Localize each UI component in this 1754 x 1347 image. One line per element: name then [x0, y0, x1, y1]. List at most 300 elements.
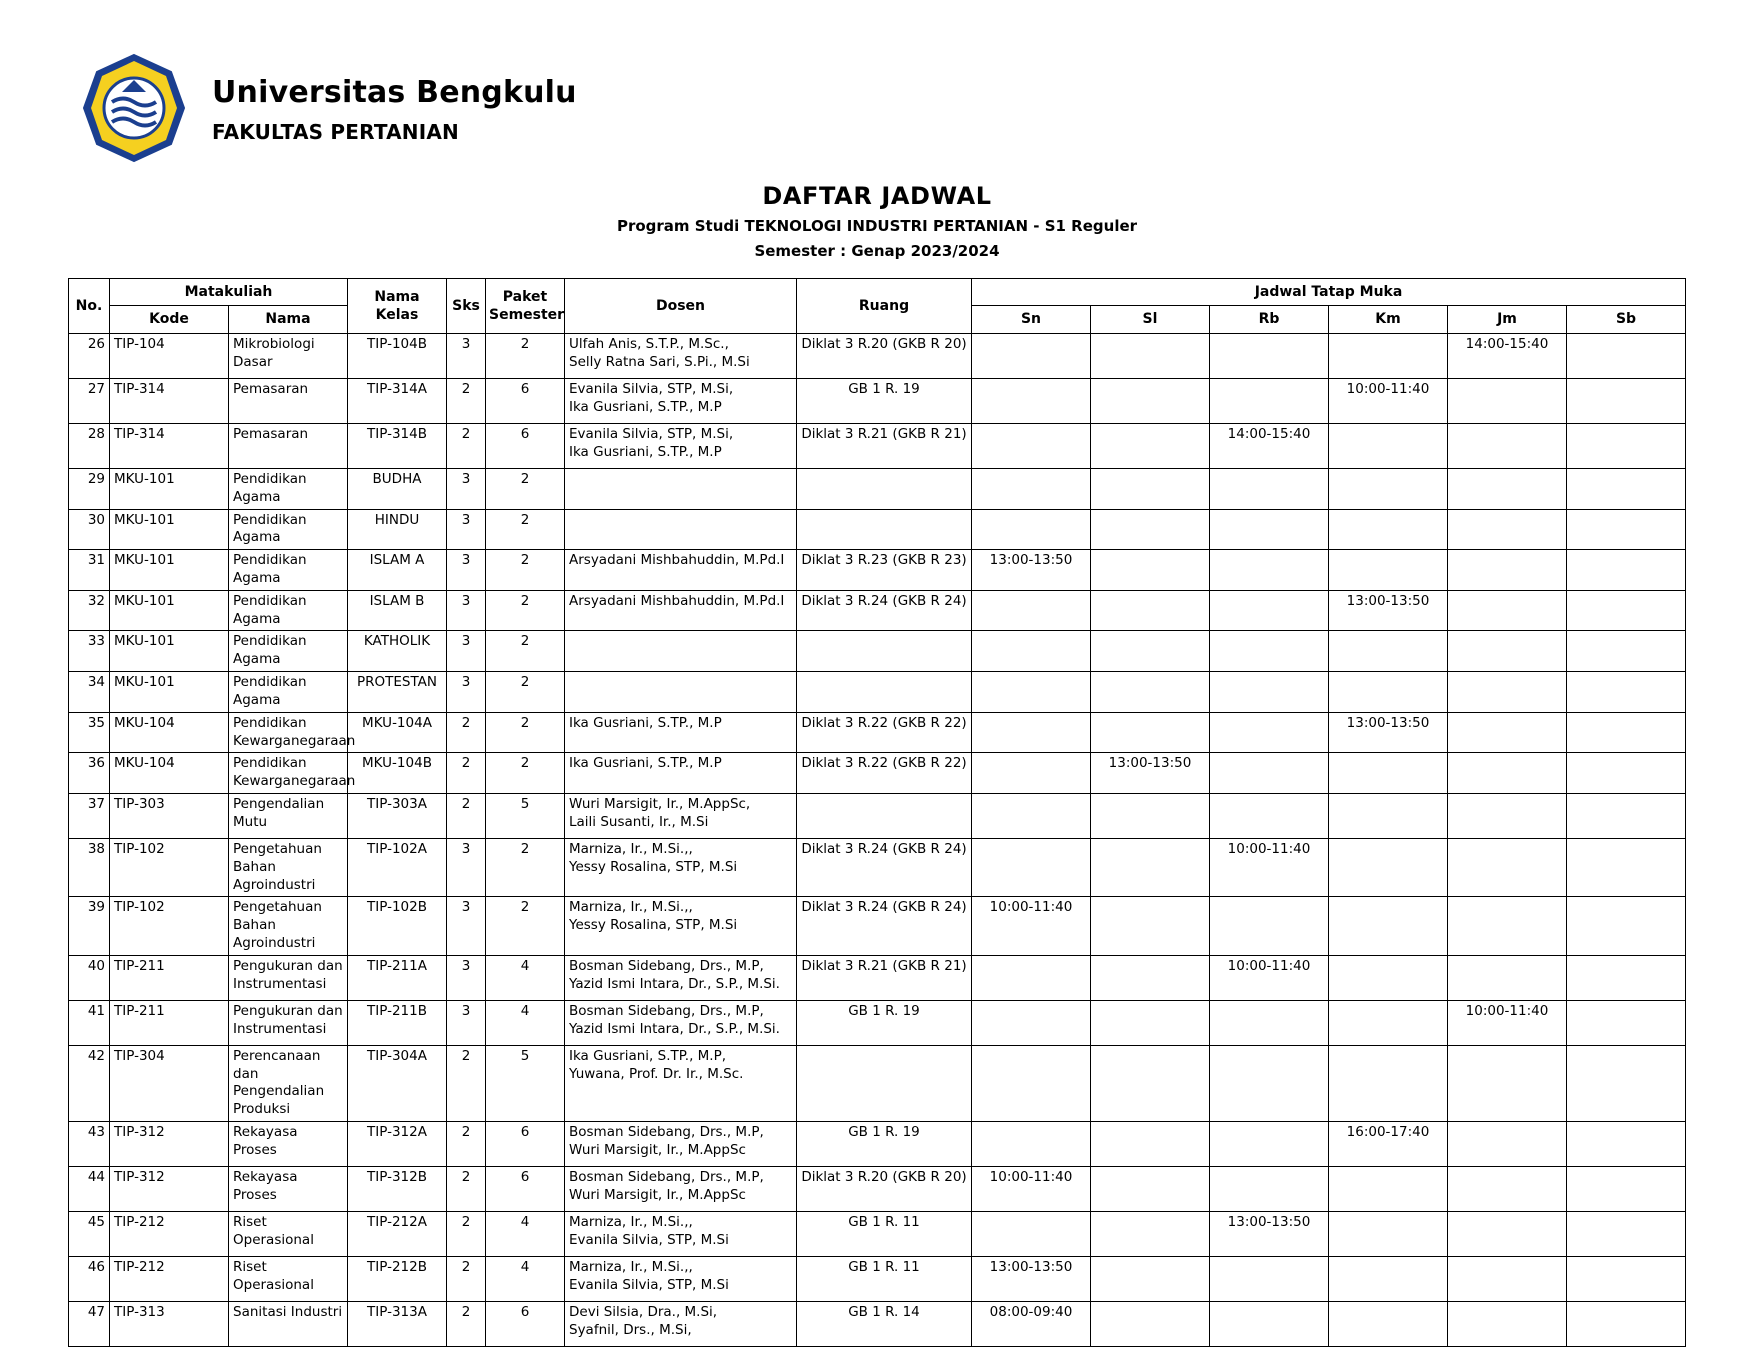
cell-day-jm	[1448, 1302, 1567, 1347]
cell-day-jm	[1448, 838, 1567, 896]
cell-no: 27	[69, 378, 110, 423]
dosen-line: Wuri Marsigit, Ir., M.AppSc	[569, 1186, 746, 1203]
cell-nama-kelas: MKU-104A	[348, 712, 447, 753]
cell-no: 47	[69, 1302, 110, 1347]
cell-day-sn	[972, 590, 1091, 631]
cell-paket-semester: 6	[486, 423, 565, 468]
cell-nama-matakuliah: Rekayasa Proses	[229, 1167, 348, 1212]
cell-day-sl	[1091, 333, 1210, 378]
cell-nama-matakuliah: Riset Operasional	[229, 1212, 348, 1257]
table-row	[69, 378, 1686, 423]
cell-sks: 3	[447, 333, 486, 378]
cell-kode: TIP-102	[110, 838, 229, 896]
cell-nama-kelas: TIP-314B	[348, 423, 447, 468]
header-nama-kelas-line2: Kelas	[375, 306, 419, 323]
cell-nama-kelas: TIP-312A	[348, 1122, 447, 1167]
cell-nama-matakuliah: Perencanaan dan Pengendalian Produksi	[229, 1045, 348, 1121]
cell-day-sn	[972, 838, 1091, 896]
cell-dosen	[565, 753, 797, 794]
page-title: DAFTAR JADWAL	[762, 182, 992, 210]
cell-paket-semester: 2	[486, 468, 565, 509]
cell-ruang: GB 1 R. 11	[797, 1212, 972, 1257]
cell-nama-matakuliah: Rekayasa Proses	[229, 1122, 348, 1167]
dosen-line: Yazid Ismi Intara, Dr., S.P., M.Si.	[569, 975, 780, 992]
cell-day-sl	[1091, 712, 1210, 753]
cell-no: 28	[69, 423, 110, 468]
cell-day-sl	[1091, 1302, 1210, 1347]
cell-nama-matakuliah: Pemasaran	[229, 423, 348, 468]
cell-ruang: Diklat 3 R.21 (GKB R 21)	[797, 955, 972, 1000]
cell-day-sn: 10:00-11:40	[972, 1167, 1091, 1212]
cell-day-sn: 13:00-13:50	[972, 1257, 1091, 1302]
cell-day-rb	[1210, 333, 1329, 378]
dosen-line: Ika Gusriani, S.TP., M.P	[569, 443, 722, 460]
cell-no: 37	[69, 793, 110, 838]
cell-day-sb	[1567, 1302, 1686, 1347]
dosen-line: Marniza, Ir., M.Si.,,	[569, 899, 693, 916]
header-day-sb: Sb	[1567, 306, 1686, 333]
cell-day-km: 13:00-13:50	[1329, 590, 1448, 631]
cell-day-km: 13:00-13:50	[1329, 712, 1448, 753]
cell-no: 39	[69, 897, 110, 955]
table-row	[69, 509, 1686, 550]
cell-no: 44	[69, 1167, 110, 1212]
header-kode: Kode	[110, 306, 229, 333]
dosen-line: Marniza, Ir., M.Si.,,	[569, 1214, 693, 1231]
dosen-line: Marniza, Ir., M.Si.,,	[569, 1259, 693, 1276]
cell-nama-kelas: TIP-303A	[348, 793, 447, 838]
cell-paket-semester: 5	[486, 793, 565, 838]
cell-ruang: Diklat 3 R.21 (GKB R 21)	[797, 423, 972, 468]
cell-day-rb	[1210, 1045, 1329, 1121]
cell-day-sn	[972, 423, 1091, 468]
cell-kode: TIP-212	[110, 1257, 229, 1302]
cell-kode: MKU-101	[110, 672, 229, 713]
table-row	[69, 1212, 1686, 1257]
table-row	[69, 468, 1686, 509]
dosen-line: Selly Ratna Sari, S.Pi., M.Si	[569, 353, 750, 370]
cell-day-sb	[1567, 468, 1686, 509]
cell-no: 32	[69, 590, 110, 631]
cell-kode: MKU-101	[110, 509, 229, 550]
cell-dosen	[565, 468, 797, 509]
cell-sks: 3	[447, 955, 486, 1000]
dosen-line: Laili Susanti, Ir., M.Si	[569, 813, 709, 830]
cell-sks: 2	[447, 753, 486, 794]
dosen-line: Syafnil, Drs., M.Si,	[569, 1321, 692, 1338]
cell-sks: 3	[447, 1000, 486, 1045]
dosen-line: Evanila Silvia, STP, M.Si	[569, 1276, 729, 1293]
dosen-line: Evanila Silvia, STP, M.Si,	[569, 425, 734, 442]
cell-ruang: Diklat 3 R.23 (GKB R 23)	[797, 550, 972, 591]
cell-ruang: GB 1 R. 14	[797, 1302, 972, 1347]
cell-ruang	[797, 631, 972, 672]
cell-sks: 3	[447, 897, 486, 955]
cell-dosen	[565, 1302, 797, 1347]
cell-nama-kelas: TIP-304A	[348, 1045, 447, 1121]
cell-dosen	[565, 509, 797, 550]
cell-sks: 2	[447, 1167, 486, 1212]
cell-day-sn: 08:00-09:40	[972, 1302, 1091, 1347]
cell-sks: 2	[447, 1257, 486, 1302]
cell-ruang	[797, 468, 972, 509]
cell-kode: MKU-101	[110, 631, 229, 672]
cell-day-km	[1329, 897, 1448, 955]
cell-nama-matakuliah: Pendidikan Kewarganegaraan	[229, 712, 348, 753]
cell-ruang: GB 1 R. 19	[797, 1000, 972, 1045]
cell-day-sb	[1567, 333, 1686, 378]
cell-day-sl	[1091, 1257, 1210, 1302]
table-row	[69, 897, 1686, 955]
cell-dosen	[565, 838, 797, 896]
cell-day-km	[1329, 753, 1448, 794]
cell-paket-semester: 4	[486, 955, 565, 1000]
cell-sks: 3	[447, 838, 486, 896]
cell-day-sl	[1091, 672, 1210, 713]
cell-kode: TIP-312	[110, 1167, 229, 1212]
cell-nama-kelas: TIP-102B	[348, 897, 447, 955]
table-row	[69, 1302, 1686, 1347]
cell-day-rb	[1210, 468, 1329, 509]
cell-dosen	[565, 1045, 797, 1121]
cell-day-jm	[1448, 955, 1567, 1000]
cell-nama-matakuliah: Pengetahuan Bahan Agroindustri	[229, 897, 348, 955]
dosen-line: Bosman Sidebang, Drs., M.P,	[569, 1169, 764, 1186]
cell-kode: TIP-102	[110, 897, 229, 955]
cell-day-jm	[1448, 1167, 1567, 1212]
cell-paket-semester: 2	[486, 672, 565, 713]
cell-ruang: Diklat 3 R.20 (GKB R 20)	[797, 333, 972, 378]
semester-subtitle: Semester : Genap 2023/2024	[754, 242, 1000, 260]
cell-day-sl	[1091, 631, 1210, 672]
cell-day-sn	[972, 712, 1091, 753]
table-row	[69, 955, 1686, 1000]
table-row	[69, 712, 1686, 753]
table-row	[69, 631, 1686, 672]
cell-day-sb	[1567, 550, 1686, 591]
university-crest-icon	[78, 52, 190, 164]
cell-day-rb	[1210, 793, 1329, 838]
dosen-line: Wuri Marsigit, Ir., M.AppSc	[569, 1141, 746, 1158]
program-subtitle: Program Studi TEKNOLOGI INDUSTRI PERTANIAN - S1 Reguler	[616, 217, 1138, 235]
cell-nama-kelas: HINDU	[348, 509, 447, 550]
cell-kode: MKU-104	[110, 712, 229, 753]
cell-nama-kelas: TIP-212B	[348, 1257, 447, 1302]
cell-day-sn	[972, 672, 1091, 713]
cell-ruang: Diklat 3 R.24 (GKB R 24)	[797, 838, 972, 896]
cell-paket-semester: 6	[486, 1302, 565, 1347]
dosen-line: Arsyadani Mishbahuddin, M.Pd.I	[569, 592, 785, 609]
cell-day-km	[1329, 1302, 1448, 1347]
schedule-table	[68, 278, 1686, 1347]
cell-day-sn	[972, 1212, 1091, 1257]
cell-sks: 3	[447, 468, 486, 509]
cell-day-jm	[1448, 509, 1567, 550]
cell-day-rb	[1210, 1257, 1329, 1302]
dosen-line: Ika Gusriani, S.TP., M.P	[569, 755, 722, 772]
cell-day-sn	[972, 333, 1091, 378]
table-row	[69, 1000, 1686, 1045]
cell-day-km	[1329, 1045, 1448, 1121]
cell-day-sn	[972, 753, 1091, 794]
cell-day-jm	[1448, 631, 1567, 672]
table-row	[69, 1045, 1686, 1121]
dosen-line: Ulfah Anis, S.T.P., M.Sc.,	[569, 335, 729, 352]
cell-nama-kelas: BUDHA	[348, 468, 447, 509]
cell-no: 35	[69, 712, 110, 753]
cell-nama-matakuliah: Pemasaran	[229, 378, 348, 423]
dosen-line: Wuri Marsigit, Ir., M.AppSc,	[569, 795, 751, 812]
cell-dosen	[565, 1257, 797, 1302]
cell-day-sl	[1091, 378, 1210, 423]
cell-no: 42	[69, 1045, 110, 1121]
schedule-table-wrapper	[68, 278, 1686, 1347]
cell-no: 30	[69, 509, 110, 550]
cell-dosen	[565, 1167, 797, 1212]
cell-kode: TIP-303	[110, 793, 229, 838]
header-jadwal-tatap-muka: Jadwal Tatap Muka	[972, 279, 1686, 306]
cell-day-sl: 13:00-13:50	[1091, 753, 1210, 794]
cell-day-sb	[1567, 897, 1686, 955]
table-row	[69, 793, 1686, 838]
cell-day-jm	[1448, 672, 1567, 713]
cell-paket-semester: 2	[486, 712, 565, 753]
cell-no: 40	[69, 955, 110, 1000]
cell-nama-matakuliah: Pendidikan Agama	[229, 590, 348, 631]
cell-paket-semester: 4	[486, 1000, 565, 1045]
cell-kode: MKU-104	[110, 753, 229, 794]
cell-paket-semester: 2	[486, 753, 565, 794]
header-nama: Nama	[229, 306, 348, 333]
university-name: Universitas Bengkulu	[212, 74, 577, 110]
cell-day-rb	[1210, 1167, 1329, 1212]
cell-nama-kelas: PROTESTAN	[348, 672, 447, 713]
cell-paket-semester: 2	[486, 509, 565, 550]
cell-day-sn	[972, 1000, 1091, 1045]
cell-day-rb	[1210, 550, 1329, 591]
cell-no: 26	[69, 333, 110, 378]
cell-sks: 3	[447, 590, 486, 631]
cell-nama-kelas: TIP-211B	[348, 1000, 447, 1045]
cell-day-sb	[1567, 1212, 1686, 1257]
cell-paket-semester: 2	[486, 590, 565, 631]
cell-day-jm	[1448, 897, 1567, 955]
cell-day-sb	[1567, 712, 1686, 753]
cell-day-sl	[1091, 793, 1210, 838]
cell-day-sl	[1091, 838, 1210, 896]
cell-day-sl	[1091, 590, 1210, 631]
cell-day-rb	[1210, 1302, 1329, 1347]
cell-day-km	[1329, 1000, 1448, 1045]
cell-dosen	[565, 1122, 797, 1167]
cell-nama-kelas: TIP-104B	[348, 333, 447, 378]
cell-nama-kelas: TIP-313A	[348, 1302, 447, 1347]
header-sks: Sks	[447, 279, 486, 334]
table-row	[69, 753, 1686, 794]
cell-paket-semester: 4	[486, 1212, 565, 1257]
dosen-line: Yazid Ismi Intara, Dr., S.P., M.Si.	[569, 1020, 780, 1037]
dosen-line: Yessy Rosalina, STP, M.Si	[569, 917, 738, 934]
cell-day-jm	[1448, 1122, 1567, 1167]
cell-day-sb	[1567, 793, 1686, 838]
table-row	[69, 590, 1686, 631]
cell-ruang: Diklat 3 R.22 (GKB R 22)	[797, 753, 972, 794]
cell-day-sn	[972, 1045, 1091, 1121]
cell-day-sl	[1091, 509, 1210, 550]
cell-day-rb	[1210, 378, 1329, 423]
cell-day-sl	[1091, 1122, 1210, 1167]
cell-nama-kelas: TIP-312B	[348, 1167, 447, 1212]
cell-nama-matakuliah: Pendidikan Agama	[229, 631, 348, 672]
cell-paket-semester: 4	[486, 1257, 565, 1302]
header-day-jm: Jm	[1448, 306, 1567, 333]
cell-day-rb: 10:00-11:40	[1210, 955, 1329, 1000]
cell-dosen	[565, 423, 797, 468]
cell-day-km	[1329, 631, 1448, 672]
cell-paket-semester: 6	[486, 1167, 565, 1212]
letterhead	[0, 0, 1754, 164]
dosen-line: Ika Gusriani, S.TP., M.P	[569, 398, 722, 415]
cell-nama-matakuliah: Pengukuran dan Instrumentasi	[229, 1000, 348, 1045]
cell-sks: 3	[447, 672, 486, 713]
cell-day-sn	[972, 509, 1091, 550]
cell-ruang: GB 1 R. 11	[797, 1257, 972, 1302]
cell-day-jm	[1448, 753, 1567, 794]
cell-sks: 2	[447, 1302, 486, 1347]
cell-day-sb	[1567, 1167, 1686, 1212]
cell-no: 38	[69, 838, 110, 896]
cell-nama-kelas: TIP-212A	[348, 1212, 447, 1257]
cell-day-sb	[1567, 838, 1686, 896]
cell-ruang	[797, 509, 972, 550]
cell-day-sb	[1567, 1000, 1686, 1045]
cell-day-km	[1329, 550, 1448, 591]
cell-no: 33	[69, 631, 110, 672]
cell-sks: 2	[447, 1122, 486, 1167]
cell-paket-semester: 6	[486, 1122, 565, 1167]
cell-day-km	[1329, 955, 1448, 1000]
cell-day-sn	[972, 955, 1091, 1000]
cell-day-sb	[1567, 378, 1686, 423]
cell-day-sb	[1567, 1045, 1686, 1121]
dosen-line: Ika Gusriani, S.TP., M.P	[569, 714, 722, 731]
cell-nama-kelas: MKU-104B	[348, 753, 447, 794]
cell-nama-kelas: TIP-102A	[348, 838, 447, 896]
header-nama-kelas	[348, 279, 447, 334]
cell-dosen	[565, 631, 797, 672]
cell-paket-semester: 6	[486, 378, 565, 423]
cell-day-km: 16:00-17:40	[1329, 1122, 1448, 1167]
cell-nama-matakuliah: Pendidikan Agama	[229, 468, 348, 509]
cell-kode: TIP-211	[110, 1000, 229, 1045]
cell-ruang: Diklat 3 R.20 (GKB R 20)	[797, 1167, 972, 1212]
cell-day-sl	[1091, 897, 1210, 955]
cell-nama-matakuliah: Pendidikan Agama	[229, 550, 348, 591]
document-title-block	[0, 182, 1754, 260]
cell-day-sl	[1091, 1212, 1210, 1257]
cell-no: 46	[69, 1257, 110, 1302]
cell-paket-semester: 2	[486, 631, 565, 672]
cell-day-sb	[1567, 509, 1686, 550]
cell-kode: TIP-211	[110, 955, 229, 1000]
cell-kode: TIP-312	[110, 1122, 229, 1167]
cell-sks: 2	[447, 1212, 486, 1257]
cell-day-rb	[1210, 1122, 1329, 1167]
cell-day-sn	[972, 468, 1091, 509]
dosen-line: Ika Gusriani, S.TP., M.P,	[569, 1047, 727, 1064]
dosen-line: Evanila Silvia, STP, M.Si,	[569, 380, 734, 397]
dosen-line: Arsyadani Mishbahuddin, M.Pd.I	[569, 552, 785, 569]
header-day-sl: Sl	[1091, 306, 1210, 333]
cell-day-rb: 10:00-11:40	[1210, 838, 1329, 896]
faculty-name: FAKULTAS PERTANIAN	[212, 120, 459, 145]
cell-no: 41	[69, 1000, 110, 1045]
cell-day-rb: 14:00-15:40	[1210, 423, 1329, 468]
cell-no: 36	[69, 753, 110, 794]
cell-day-km	[1329, 1212, 1448, 1257]
cell-nama-kelas: TIP-211A	[348, 955, 447, 1000]
cell-nama-kelas: TIP-314A	[348, 378, 447, 423]
cell-dosen	[565, 333, 797, 378]
dosen-line: Yuwana, Prof. Dr. Ir., M.Sc.	[569, 1065, 744, 1082]
cell-kode: TIP-314	[110, 423, 229, 468]
cell-nama-matakuliah: Pendidikan Agama	[229, 509, 348, 550]
cell-ruang	[797, 672, 972, 713]
cell-ruang	[797, 793, 972, 838]
cell-nama-matakuliah: Pendidikan Agama	[229, 672, 348, 713]
cell-paket-semester: 2	[486, 333, 565, 378]
institution-names	[212, 72, 577, 145]
dosen-line: Bosman Sidebang, Drs., M.P,	[569, 1002, 764, 1019]
cell-day-sl	[1091, 955, 1210, 1000]
cell-dosen	[565, 672, 797, 713]
cell-day-km	[1329, 1257, 1448, 1302]
cell-ruang: Diklat 3 R.24 (GKB R 24)	[797, 590, 972, 631]
cell-day-jm	[1448, 712, 1567, 753]
table-row	[69, 550, 1686, 591]
cell-day-km	[1329, 793, 1448, 838]
cell-kode: MKU-101	[110, 468, 229, 509]
header-ruang: Ruang	[797, 279, 972, 334]
cell-nama-matakuliah: Pengukuran dan Instrumentasi	[229, 955, 348, 1000]
cell-sks: 2	[447, 378, 486, 423]
header-nama-kelas-line1: Nama	[374, 288, 420, 305]
cell-day-sb	[1567, 590, 1686, 631]
cell-day-rb	[1210, 509, 1329, 550]
cell-kode: MKU-101	[110, 550, 229, 591]
cell-kode: TIP-104	[110, 333, 229, 378]
cell-nama-matakuliah: Riset Operasional	[229, 1257, 348, 1302]
cell-kode: TIP-313	[110, 1302, 229, 1347]
cell-ruang	[797, 1045, 972, 1121]
cell-day-jm	[1448, 1045, 1567, 1121]
cell-ruang: GB 1 R. 19	[797, 1122, 972, 1167]
cell-day-rb	[1210, 1000, 1329, 1045]
table-row	[69, 1122, 1686, 1167]
cell-day-sn: 13:00-13:50	[972, 550, 1091, 591]
cell-day-sl	[1091, 1167, 1210, 1212]
cell-day-sl	[1091, 1000, 1210, 1045]
cell-day-km	[1329, 423, 1448, 468]
cell-day-jm	[1448, 378, 1567, 423]
cell-dosen	[565, 897, 797, 955]
cell-no: 43	[69, 1122, 110, 1167]
header-paket-line2: Semester	[489, 306, 565, 323]
cell-sks: 2	[447, 1045, 486, 1121]
cell-day-jm	[1448, 550, 1567, 591]
cell-day-sb	[1567, 423, 1686, 468]
cell-day-jm	[1448, 1212, 1567, 1257]
